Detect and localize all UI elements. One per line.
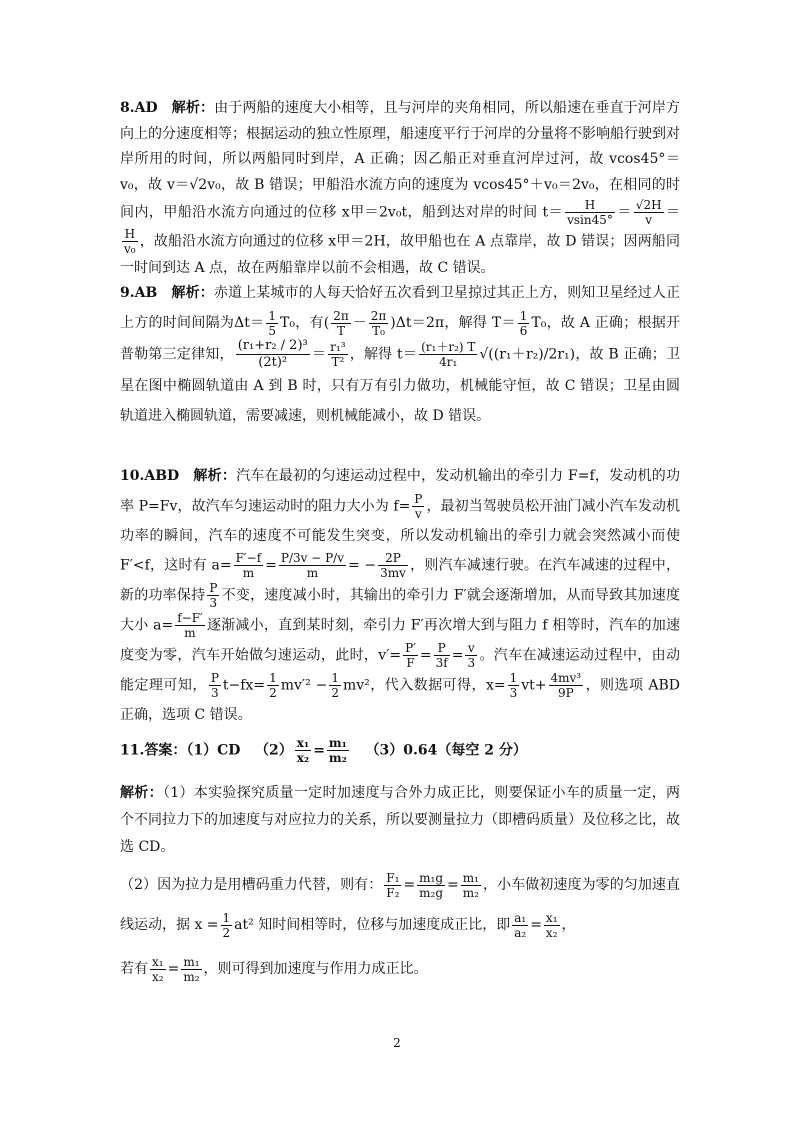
q10-number: 10.ABD bbox=[120, 468, 180, 484]
q11-fraction-g5: $\frac{\text{a₁}}{\text{a₂}}$ bbox=[514, 910, 527, 940]
q11-text-2d: ，小车做初速度为零的匀加速直线运动，据 x = bbox=[120, 877, 681, 933]
q11-text-2a: （2）因为拉力是用槽码重力代替，则有： bbox=[120, 877, 383, 893]
q10-text-13: mv²，代入数据可得，x= bbox=[342, 677, 506, 694]
q11-fraction-g1: $\frac{\text{F₁}}{\text{F₂}}$ bbox=[386, 870, 400, 900]
q9-text-6: ＝ bbox=[311, 346, 327, 363]
q9-text-7: ，解得 t＝ bbox=[349, 346, 418, 363]
q11-answer bbox=[120, 736, 680, 765]
q10-text-1: 汽车在最初的匀速运动过程中，发动机输出的牵引力 F=f，发动机的功率 P=Fv，故汽车匀速运动时的阻力大小为 f= bbox=[120, 468, 681, 514]
q11-text-2e: at² 知时间相等时，位移与加速度成正比，即 bbox=[234, 917, 511, 933]
q9-fraction-3: $\frac{2\pi}{\text{T₀}}$ bbox=[370, 308, 387, 338]
q10-fraction-12: $\frac{1}{2}$ bbox=[331, 671, 339, 700]
q11-analysis-tag: 解析： bbox=[120, 785, 163, 801]
q10-fraction-8: $\frac{P}{3f}$ bbox=[435, 641, 448, 670]
q10-text-3: = bbox=[265, 557, 277, 574]
q10-text-7: 逐渐减小，直到某时刻，牵引力 F′再次增大到与阻力 f 相等时，汽车的加速度变为零，汽车开始做匀速运动，此时，v′= bbox=[120, 617, 680, 664]
q8-analysis-tag: 解析： bbox=[171, 100, 215, 116]
q9-fraction-5: $\frac{\text{(r₁+r₂ / 2)³}}{\text{(2t)²}}$ bbox=[237, 338, 308, 370]
q10-text-11: t−fx= bbox=[222, 677, 266, 694]
q11-text-3b: = bbox=[167, 961, 180, 977]
q8-text-2: ＝ bbox=[616, 204, 632, 221]
q9-fraction-2: $\frac{2\pi}{T}$ bbox=[333, 308, 349, 338]
q9-text-4: )Δt＝2π，解得 T＝ bbox=[390, 315, 516, 331]
q10-fraction-1: $\frac{P}{v}$ bbox=[414, 491, 423, 521]
q11-text-2g: ， bbox=[561, 917, 576, 933]
q10-fraction-5: $\frac{P}{3}$ bbox=[209, 581, 218, 610]
q8-text-1: 由于两船的速度大小相等，且与河岸的夹角相同，所以船速在垂直于河岸方向上的分速度相等；根据运动的独立性原理，船速度平行于河岸的分量将不影响船行驶到对岸所用的时间，所以两船同时到岸，A 正确；因乙船正对垂直河岸过河，故 vcos45°＝v₀，故 v＝√2v₀，故 B 错误；甲船沿水流方向的速度为 vcos45°＋v₀＝2v₀，在相同的时间内，甲船沿水流方向通过的位移 x甲＝2v₀t，船到达对岸的时间 t＝ bbox=[120, 100, 681, 221]
q10-text-10: 。汽车在减速运动过程中，由动能定理可知， bbox=[120, 647, 680, 694]
q10-fraction-11: $\frac{1}{2}$ bbox=[269, 671, 277, 700]
q11-text-2b: = bbox=[403, 877, 416, 893]
q9-section bbox=[120, 278, 680, 431]
q11-text-2f: = bbox=[530, 917, 542, 933]
q10-fraction-3: $\frac{P/3v - P/v}{m}$ bbox=[280, 551, 345, 580]
q10-paragraph bbox=[120, 462, 680, 731]
q9-text-8: √((r₁＋r₂)/2r₁)，故 B 正确；卫星在图中椭圆轨道由 A 到 B 时，只有万有引力做功，机械能守恒，故 C 错误；卫星由圆轨道进入椭圆轨道，需要减速，则机械能减小，故 D 错误。 bbox=[120, 346, 681, 424]
q10-fraction-2: $\frac{F'-f}{m}$ bbox=[235, 551, 262, 580]
q11-answer-3: （3）0.64（每空 2 分） bbox=[365, 742, 527, 759]
q8-section bbox=[120, 96, 680, 282]
q11-analysis bbox=[120, 780, 680, 989]
q11-answer-fraction-b: $\frac{\text{m₁}}{\text{m₂}}$ bbox=[328, 736, 347, 765]
q8-fraction-2: $\frac{√2H}{v}$ bbox=[635, 198, 662, 227]
q9-fraction-4: $\frac{1}{6}$ bbox=[519, 308, 528, 338]
q9-analysis-tag: 解析： bbox=[171, 285, 214, 301]
q10-text-8: = bbox=[419, 647, 432, 664]
q10-text-12: mv′² − bbox=[280, 677, 328, 694]
q11-fraction-h1: $\frac{\text{x₁}}{\text{x₂}}$ bbox=[152, 954, 164, 984]
q10-fraction-9: $\frac{v}{3}$ bbox=[467, 641, 476, 670]
q10-text-2: ，最初当驾驶员松开油门减小汽车发动机功率的瞬间，汽车的速度不可能发生突变，所以发动机输出的牵引力就会突然减小而使 F′<f，这时有 a= bbox=[120, 498, 680, 574]
q11-fraction-g3: $\frac{\text{m₁}}{\text{m₂}}$ bbox=[462, 870, 479, 900]
q11-fraction-g2: $\frac{\text{m₁g}}{\text{m₂g}}$ bbox=[419, 870, 444, 900]
q9-fraction-6: $\frac{\text{r₁³}}{\text{T²}}$ bbox=[330, 340, 346, 369]
q11-fraction-h2: $\frac{\text{m₁}}{\text{m₂}}$ bbox=[183, 954, 200, 984]
q11-text-2c: = bbox=[447, 877, 459, 893]
q10-text-5: ，则汽车减速行驶。在汽车减速的过程中，新的功率保持 bbox=[120, 557, 680, 604]
q11-answer-fraction-a: $\frac{\text{x₁}}{\text{x₂}}$ bbox=[296, 736, 310, 765]
q10-analysis-tag: 解析： bbox=[193, 468, 237, 484]
q10-fraction-14: $\frac{\text{4mv³}}{9P}$ bbox=[550, 671, 582, 700]
q11-fraction-g6: $\frac{\text{x₁}}{\text{x₂}}$ bbox=[545, 910, 558, 940]
q11-para-1 bbox=[120, 780, 680, 861]
q10-fraction-7: $\frac{P'}{F}$ bbox=[405, 641, 416, 670]
q10-fraction-13: $\frac{1}{3}$ bbox=[509, 671, 518, 700]
q11-text-1: （1）本实验探究质量一定时加速度与合外力成正比，则要保证小车的质量一定，两个不同拉力下的加速度与对应拉力的关系，所以要测量拉力（即槽码质量）及位移之比，故选 CD。 bbox=[120, 785, 681, 855]
q9-text-3: － bbox=[352, 315, 367, 331]
q10-fraction-6: $\frac{f-F'}{m}$ bbox=[177, 611, 203, 640]
q11-answer-2-label: （2） bbox=[255, 742, 293, 759]
q9-text-5: T₀，故 A 正确；根据开普勒第三定律知， bbox=[120, 315, 680, 363]
q11-number: 11.答案： bbox=[120, 742, 187, 759]
q10-fraction-4: $\frac{2P}{3mv}$ bbox=[380, 551, 406, 580]
q9-number: 9.AB bbox=[120, 285, 158, 301]
q9-fraction-1: $\frac{1}{5}$ bbox=[268, 308, 277, 338]
q8-number: 8.AD bbox=[120, 100, 158, 116]
q11-answer-eq: = bbox=[313, 742, 325, 759]
q11-answer-1: （1）CD bbox=[186, 742, 241, 759]
q8-fraction-3: $\frac{H}{\text{v₀}}$ bbox=[124, 227, 136, 256]
q9-fraction-7: $\frac{\text{(r₁＋r₂) T}}{\text{4r₁}}$ bbox=[421, 340, 476, 369]
q10-fraction-10: $\frac{P}{3}$ bbox=[210, 671, 219, 700]
q10-text-4: = − bbox=[348, 557, 377, 574]
q8-text-3: ＝ bbox=[665, 204, 681, 221]
q9-text-2: T₀，有( bbox=[280, 315, 330, 331]
q11-para-2 bbox=[120, 865, 680, 945]
q11-text-3c: ，则可得到加速度与作用力成正比。 bbox=[203, 961, 428, 977]
q8-text-4: ，故船沿水流方向通过的位移 x甲＝2H，故甲船也在 A 点靠岸，故 D 错误；因两船同一时间到达 A 点，故在两船靠岸以前不会相遇，故 C 错误。 bbox=[120, 233, 680, 276]
q8-paragraph bbox=[120, 96, 680, 282]
q11-fraction-g4: $\frac{1}{2}$ bbox=[222, 910, 231, 940]
q9-text-1: 赤道上某城市的人每天恰好五次看到卫星掠过其正上方，则知卫星经过人正上方的时间间隔为Δt＝ bbox=[120, 285, 681, 331]
q9-paragraph bbox=[120, 278, 680, 431]
q11-text-3a: 若有 bbox=[120, 961, 148, 977]
q8-fraction-1: $\frac{H}{vsin45^\circ}$ bbox=[567, 198, 613, 227]
q11-answer-line bbox=[120, 736, 680, 765]
q10-section bbox=[120, 462, 680, 731]
q10-text-9: = bbox=[451, 647, 464, 664]
page-number: 2 bbox=[393, 1036, 401, 1050]
q11-para-3 bbox=[120, 949, 680, 989]
q10-text-15: ，则选项 ABD 正确，选项 C 错误。 bbox=[120, 677, 681, 723]
q10-text-14: vt+ bbox=[521, 677, 547, 694]
q10-text-6: 不变，速度减小时，其输出的牵引力 F′就会逐渐增加，从而导致其加速度大小 a= bbox=[120, 587, 681, 634]
